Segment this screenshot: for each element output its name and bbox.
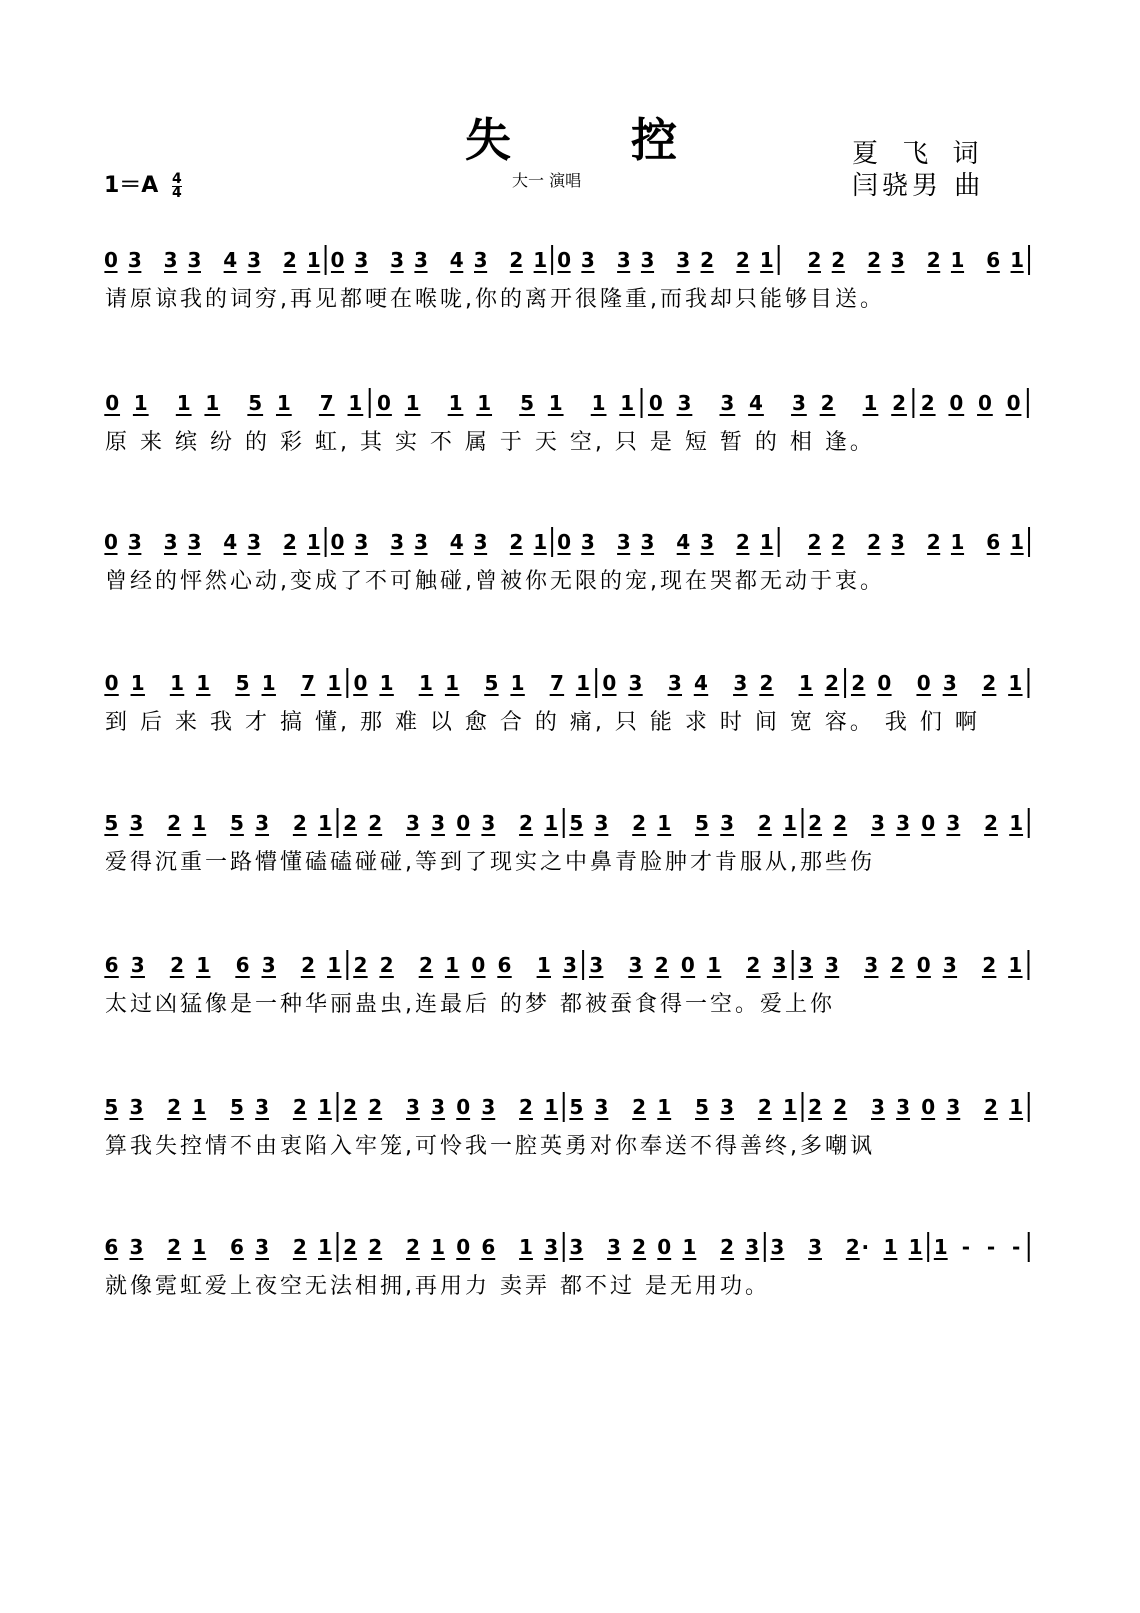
note-glyph: 5 [104,1095,119,1119]
note-glyph: 0 [916,953,931,977]
note-glyph: 6 [986,530,1001,554]
note-glyph: 4 [676,530,691,554]
note-glyph: 2 [405,1235,420,1259]
note-glyph: 3 [580,248,595,272]
note-glyph: 2 [282,530,297,554]
note-glyph: 4 [749,391,763,415]
note-glyph: 6 [481,1235,496,1259]
lyric-row [105,282,1035,322]
note-glyph: 1 [657,1095,672,1119]
time-signature [172,170,182,201]
note-glyph: 3 [733,671,748,695]
note-glyph: 3 [676,248,691,272]
note-glyph: 1 [306,248,321,272]
note-glyph: 2 [757,811,772,835]
note-glyph: 2 [890,953,905,977]
note-glyph: 0 [377,391,391,415]
note-glyph: 2 [867,248,881,272]
note-glyph: 2 [808,1095,823,1119]
note-glyph: 1 [261,671,276,695]
note-glyph: 3 [127,530,142,554]
lyric-text: 曾经的怦然心动,变成了不可触碰,曾被你无限的宠,现在哭都无动于衷。 [105,569,885,594]
note-glyph: 1 [192,1095,207,1119]
note-glyph: 1 [1008,953,1023,977]
note-glyph: 1 [544,1095,559,1119]
note-glyph: 0 [977,391,992,415]
note-glyph: 6 [986,248,1001,272]
note-glyph: 5 [235,671,250,695]
note-glyph: 2 [509,248,524,272]
time-signature-bottom: 4 [172,184,182,201]
note-glyph: 2 [757,1095,772,1119]
note-glyph: 0 [456,1235,471,1259]
note-glyph: 1 [908,1235,923,1259]
singer-credit: 大一 演唱 [512,171,582,190]
note-glyph: 2 [807,248,822,272]
lyric-row [105,564,1035,604]
note-glyph: 4 [223,530,238,554]
note-glyph: 2 [720,1235,735,1259]
note-glyph: 1 [782,811,797,835]
note-glyph: 3 [127,248,142,272]
note-glyph: 2 [807,530,822,554]
note-glyph: 3 [667,671,682,695]
note-glyph: 1 [327,953,342,977]
note-glyph: · [861,1235,870,1259]
notation-line [105,1232,1035,1272]
notation-line [105,388,1035,428]
note-glyph: 0 [456,1095,471,1119]
lyric-row [105,987,1035,1027]
note-glyph: 3 [896,1095,911,1119]
note-glyph: 1 [519,1235,533,1259]
notation-line [105,245,1035,285]
lyric-row [105,1129,1035,1169]
note-glyph: 6 [497,953,512,977]
note-glyph: 1 [759,530,774,554]
note-glyph: 3 [580,530,595,554]
note-glyph: 3 [563,953,577,977]
lyric-text: 算我失控情不由衷陷入牢笼,可怜我一腔英勇对你奉送不得善终,多嘲讽 [105,1134,875,1159]
note-glyph: 2 [926,530,941,554]
note-glyph: 6 [104,953,119,977]
note-glyph: 3 [870,811,885,835]
lyricist-credit: 夏 飞 词 [852,139,987,169]
note-glyph: 3 [628,953,643,977]
note-glyph: 2 [343,1095,358,1119]
note-glyph: 0 [353,671,368,695]
note-glyph: 1 [276,391,291,415]
note-glyph: 0 [877,671,892,695]
note-glyph: 2 [654,953,669,977]
note-glyph: 1 [477,391,492,415]
note-glyph: 5 [248,391,263,415]
note-glyph: 1 [130,671,145,695]
note-glyph: 3 [720,811,735,835]
note-glyph: 3 [405,811,420,835]
notation-line [105,527,1035,567]
note-glyph: 3 [745,1235,760,1259]
note-glyph: 2 [379,953,394,977]
note-glyph: 3 [870,1095,885,1119]
note-glyph: 1 [1010,530,1025,554]
notation-line [105,808,1035,848]
note-glyph: 1 [620,391,635,415]
note-glyph: 2 [920,391,935,415]
note-glyph: 3 [946,811,961,835]
note-glyph: 2 [343,1235,358,1259]
note-glyph: 3 [431,1095,446,1119]
key-label: 1＝A [104,173,159,198]
note-glyph: 5 [694,1095,709,1119]
note-glyph: 2 [831,530,846,554]
note-glyph: 2 [700,248,715,272]
note-glyph: 1 [192,811,207,835]
note-glyph: 0 [456,811,471,835]
note-glyph: 1 [510,671,525,695]
note-glyph: 3 [616,248,631,272]
note-glyph: 1 [1009,1095,1024,1119]
lyric-text: 请原谅我的词穷,再见都哽在喉咙,你的离开很隆重,而我却只能够目送。 [105,287,885,312]
note-glyph: 2 [353,953,368,977]
note-glyph: 1 [548,391,563,415]
note-glyph: - [1011,1235,1021,1259]
note-glyph: 3 [354,530,369,554]
note-glyph: 1 [950,248,965,272]
note-glyph: 5 [229,811,244,835]
note-glyph: 3 [255,1095,270,1119]
notation-line [105,668,1035,708]
lyric-row [105,1269,1035,1309]
note-glyph: 2 [892,391,907,415]
note-glyph: 2 [170,953,185,977]
note-glyph: 1 [348,391,363,415]
note-glyph: 5 [694,811,709,835]
note-glyph: 3 [720,391,735,415]
note-glyph: 3 [825,953,839,977]
note-glyph: 0 [921,811,936,835]
note-glyph: 4 [449,530,464,554]
composer-credit: 闫骁男 曲 [852,171,985,201]
note-glyph: 3 [594,811,609,835]
note-glyph: 2 [746,953,761,977]
note-glyph: 2 [926,248,941,272]
note-glyph: 1 [317,1235,332,1259]
note-glyph: 3 [247,530,261,554]
note-glyph: 2 [292,1235,307,1259]
note-glyph: 1 [533,530,548,554]
note-glyph: 3 [187,248,202,272]
note-glyph: 1 [170,671,185,695]
note-glyph: 1 [883,1235,898,1259]
note-glyph: 2 [982,953,997,977]
note-glyph: 0 [916,671,931,695]
note-glyph: 2 [368,1235,383,1259]
note-glyph: 1 [1009,811,1024,835]
note-glyph: 1 [576,671,591,695]
note-glyph: 1 [657,811,672,835]
note-glyph: 2 [519,811,533,835]
lyric-text: 爱得沉重一路懵懂磕磕碰碰,等到了现实之中鼻青脸肿才肯服从,那些伤 [105,850,875,875]
note-glyph: 1 [418,671,433,695]
note-glyph: 3 [390,248,405,272]
note-glyph: 2 [509,530,524,554]
note-glyph: 3 [569,1235,584,1259]
note-glyph: 3 [405,1095,420,1119]
note-glyph: 6 [229,1235,244,1259]
key-signature [104,168,182,200]
note-glyph: 3 [255,1235,270,1259]
time-signature-top: 4 [172,170,182,187]
note-glyph: 1 [448,391,463,415]
note-glyph: 3 [163,248,178,272]
note-glyph: 2 [759,671,774,695]
song-title: 失 控 [465,113,730,167]
note-glyph: 1 [327,671,342,695]
note-glyph: 2 [833,811,848,835]
note-glyph: 3 [640,248,655,272]
note-glyph: 3 [791,391,806,415]
note-glyph: 0 [105,391,120,415]
note-glyph: 0 [557,530,571,554]
note-glyph: 1 [192,1235,207,1259]
note-glyph: 2 [368,1095,383,1119]
note-glyph: 2 [825,671,839,695]
note-glyph: 5 [520,391,535,415]
note-glyph: 1 [536,953,551,977]
note-glyph: 3 [700,530,715,554]
note-glyph: 2 [632,1095,647,1119]
note-glyph: 3 [544,1235,559,1259]
note-glyph: 3 [589,953,604,977]
note-glyph: 2 [851,671,866,695]
note-glyph: 1 [759,248,774,272]
note-glyph: 3 [354,248,369,272]
note-glyph: 3 [414,248,428,272]
note-glyph: 2 [984,1095,998,1119]
note-glyph: 0 [648,391,663,415]
note-glyph: 7 [301,671,315,695]
note-glyph: 2 [833,1095,848,1119]
note-glyph: 1 [1010,248,1025,272]
notation-line [105,950,1035,990]
lyric-text: 原 来 缤 纷 的 彩 虹, 其 实 不 属 于 天 空, 只 是 短 暂 的 相 逢。 [105,430,875,455]
note-glyph: 3 [481,1095,496,1119]
lyric-row [105,425,1035,465]
note-glyph: 7 [549,671,564,695]
note-glyph: 3 [770,1235,785,1259]
note-glyph: 0 [657,1235,672,1259]
note-glyph: 3 [129,1095,144,1119]
note-glyph: 2 [292,811,307,835]
note-glyph: 1 [1008,671,1023,695]
note-glyph: 4 [694,671,708,695]
note-glyph: 5 [229,1095,244,1119]
note-glyph: 3 [473,530,488,554]
note-glyph: 2 [301,953,315,977]
note-glyph: 1 [317,1095,332,1119]
note-glyph: 0 [330,530,345,554]
note-glyph: 6 [235,953,250,977]
note-glyph: 3 [772,953,787,977]
note-glyph: 1 [196,953,211,977]
note-glyph: 3 [247,248,261,272]
note-glyph: 1 [544,811,559,835]
note-glyph: 3 [607,1235,621,1259]
note-glyph: 1 [176,391,191,415]
lyric-text: 太过凶猛像是一种华丽蛊虫,连最后 的梦 都被蚕食得一空。爱上你 [105,992,835,1017]
note-glyph: 1 [205,391,220,415]
note-glyph: 2 [845,1235,860,1259]
note-glyph: 1 [707,953,722,977]
note-glyph: 7 [319,391,334,415]
note-glyph: 1 [950,530,965,554]
note-glyph: 2 [282,248,297,272]
lyric-row [105,705,1035,745]
note-glyph: 3 [890,530,905,554]
note-glyph: 1 [133,391,148,415]
note-glyph: 2 [735,248,750,272]
note-glyph: 3 [187,530,202,554]
note-glyph: 0 [104,530,118,554]
note-glyph: 3 [163,530,178,554]
note-glyph: 5 [569,811,584,835]
note-glyph: 2 [292,1095,307,1119]
note-glyph: 2 [735,530,750,554]
note-glyph: 2 [632,811,647,835]
note-glyph: 2 [343,811,358,835]
note-glyph: 3 [864,953,879,977]
note-glyph: 1 [798,671,813,695]
note-glyph: 5 [484,671,499,695]
note-glyph: 3 [129,811,144,835]
note-glyph: - [961,1235,971,1259]
note-glyph: 1 [533,248,548,272]
lyric-row [105,845,1035,885]
notation-line [105,1092,1035,1132]
note-glyph: 3 [594,1095,609,1119]
note-glyph: 0 [602,671,617,695]
note-glyph: 1 [431,1235,446,1259]
note-glyph: 2 [982,671,997,695]
note-glyph: 1 [379,671,394,695]
note-glyph: 0 [557,248,571,272]
note-glyph: 2 [820,391,835,415]
note-glyph: 4 [449,248,464,272]
note-glyph: 3 [261,953,276,977]
note-glyph: 0 [471,953,486,977]
note-glyph: 0 [949,391,964,415]
note-glyph: 3 [890,248,905,272]
note-glyph: 3 [896,811,911,835]
note-glyph: 1 [445,953,460,977]
lyric-text: 到 后 来 我 才 搞 懂, 那 难 以 愈 合 的 痛, 只 能 求 时 间 宽 容。 我 们 啊 [105,710,980,735]
note-glyph: 2 [167,1095,182,1119]
note-glyph: 1 [682,1235,697,1259]
note-glyph: 1 [196,671,211,695]
note-glyph: 3 [414,530,428,554]
note-glyph: 1 [863,391,878,415]
note-glyph: 0 [1006,391,1021,415]
note-glyph: 1 [933,1235,948,1259]
note-glyph: 3 [481,811,496,835]
note-glyph: 1 [306,530,321,554]
note-glyph: 0 [921,1095,936,1119]
note-glyph: 2 [984,811,998,835]
note-glyph: 3 [677,391,692,415]
note-glyph: 4 [223,248,238,272]
note-glyph: 1 [782,1095,797,1119]
note-glyph: 2 [418,953,433,977]
note-glyph: 0 [104,248,118,272]
note-glyph: 3 [720,1095,735,1119]
note-glyph: 3 [942,671,957,695]
note-glyph: 3 [798,953,813,977]
note-glyph: 2 [519,1095,533,1119]
note-glyph: 2 [167,1235,182,1259]
note-glyph: 3 [946,1095,961,1119]
note-glyph: 3 [628,671,643,695]
lyric-text: 就像霓虹爱上夜空无法相拥,再用力 卖弄 都不过 是无用功。 [105,1274,770,1299]
note-glyph: 2 [808,811,823,835]
note-glyph: 1 [317,811,332,835]
note-glyph: 3 [808,1235,823,1259]
note-glyph: 1 [405,391,420,415]
note-glyph: 1 [445,671,460,695]
note-glyph: 0 [680,953,695,977]
note-glyph: 0 [104,671,119,695]
note-glyph: 2 [167,811,182,835]
note-glyph: 1 [591,391,606,415]
note-glyph: 3 [942,953,957,977]
note-glyph: - [986,1235,996,1259]
note-glyph: 5 [569,1095,584,1119]
note-glyph: 3 [473,248,488,272]
note-glyph: 2 [867,530,881,554]
note-glyph: 0 [330,248,345,272]
note-glyph: 3 [255,811,270,835]
note-glyph: 3 [616,530,631,554]
note-glyph: 2 [831,248,846,272]
note-glyph: 3 [130,953,145,977]
note-glyph: 2 [368,811,383,835]
note-glyph: 3 [431,811,446,835]
note-glyph: 6 [104,1235,119,1259]
note-glyph: 3 [129,1235,144,1259]
note-glyph: 5 [104,811,119,835]
note-glyph: 3 [640,530,655,554]
note-glyph: 3 [390,530,405,554]
note-glyph: 2 [632,1235,647,1259]
